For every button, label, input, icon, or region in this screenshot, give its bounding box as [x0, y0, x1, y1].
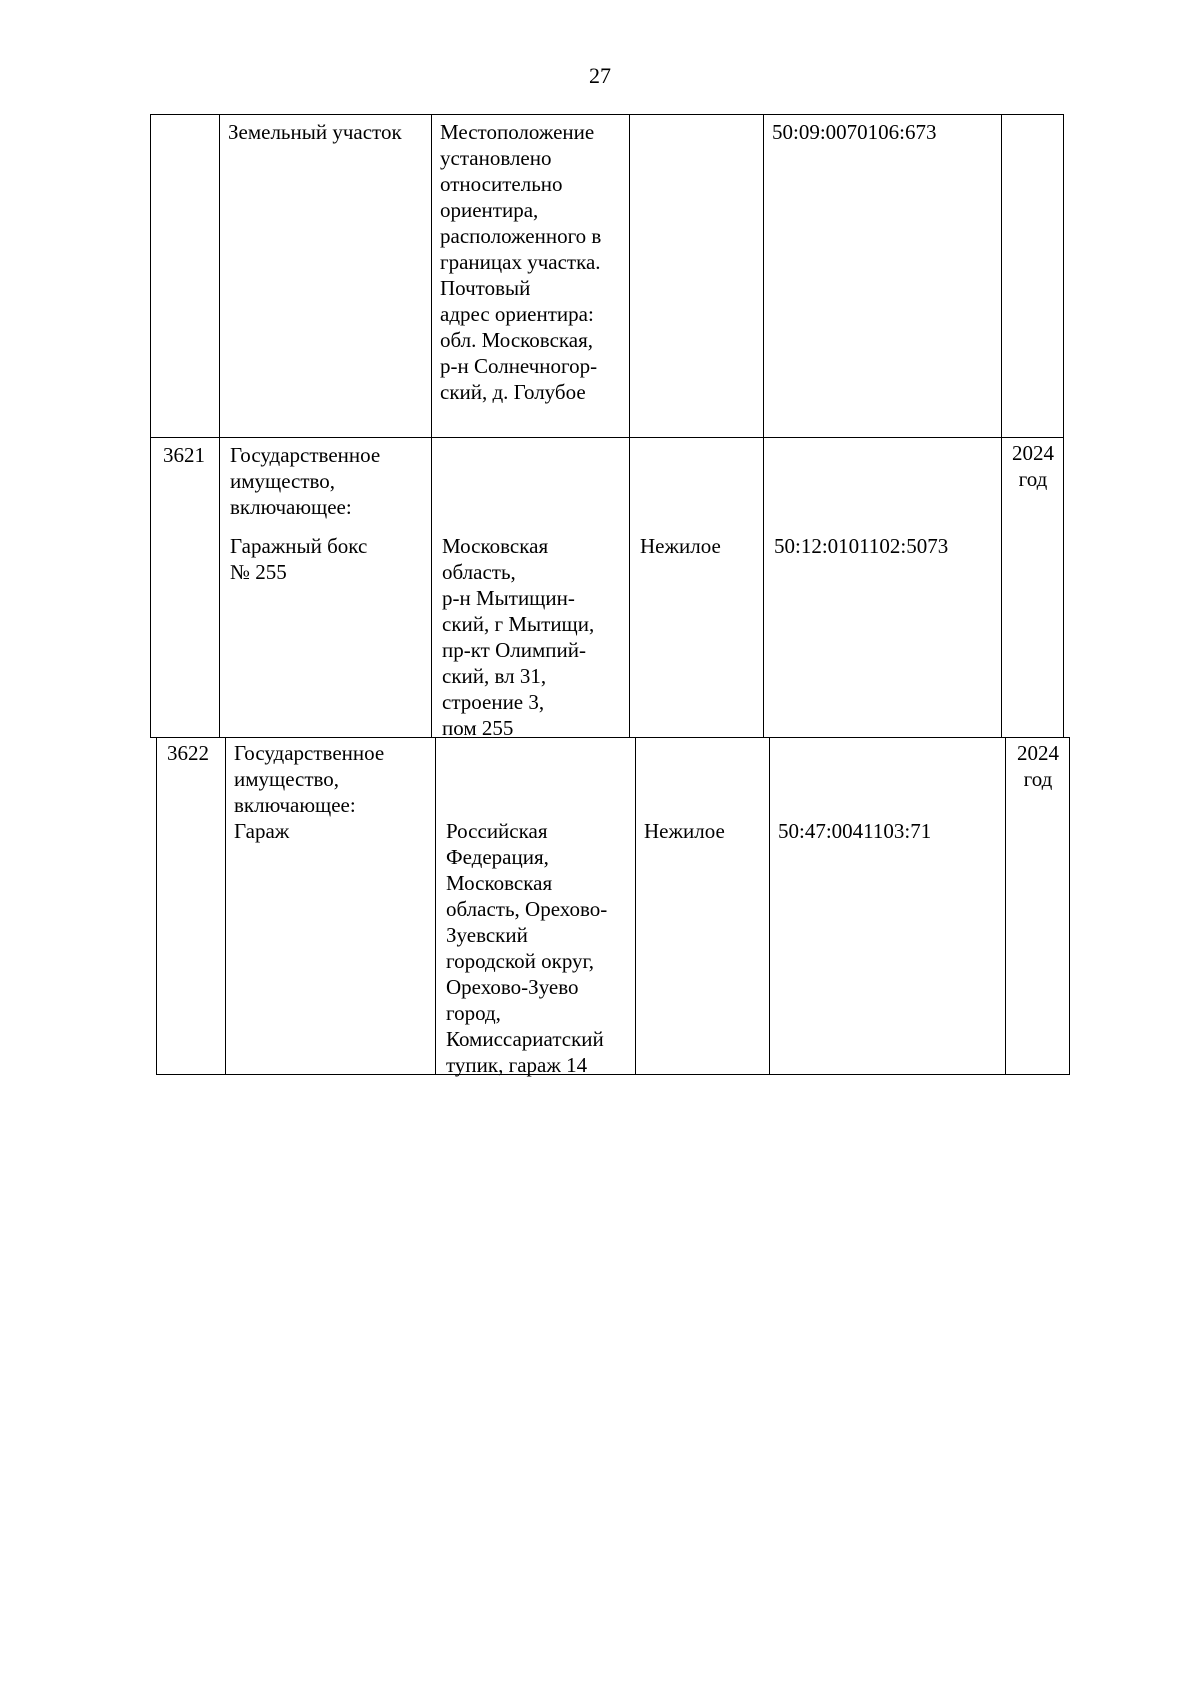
object-name: Земельный участок: [228, 120, 402, 144]
cadastral-number: 50:47:0041103:71: [778, 819, 932, 843]
object-address: Местоположение установлено относительно ориентира, расположенного в границах участка. Почтовый адрес ориентира: обл. Московская, р-н Солнечногор- ский, д. Голубое: [440, 120, 602, 404]
cell-year: [1001, 115, 1063, 437]
table-row: [150, 114, 1064, 437]
cell-year: [1001, 438, 1063, 737]
cadastral-number: 50:09:0070106:673: [772, 120, 937, 144]
object-purpose: Нежилое: [640, 534, 721, 558]
cell-name: [219, 438, 431, 737]
object-name: Государственное имущество, включающее:: [234, 741, 385, 817]
row-number: 3622: [167, 741, 209, 765]
table-row: [150, 437, 1064, 740]
row-number: 3621: [163, 443, 205, 467]
object-address: Российская Федерация, Московская область, Орехово- Зуевский городской округ, Орехово-Зуево город, Комиссариатский тупик, гараж 14: [446, 819, 608, 1077]
year: 2024 год: [1012, 441, 1054, 491]
cell-cadastral: [763, 115, 1001, 437]
object-address: Московская область, р-н Мытищин- ский, г Мытищи, пр-кт Олимпий- ский, вл 31, строение 3, пом 255: [442, 534, 595, 740]
cell-number: [157, 738, 225, 1074]
cell-number: [151, 438, 219, 737]
object-name: Государственное имущество, включающее:: [230, 443, 381, 519]
table-row: [156, 737, 1070, 1075]
cell-number: [151, 115, 219, 437]
cell-address: [435, 738, 635, 1077]
object-purpose: Нежилое: [644, 819, 725, 843]
cell-purpose: [635, 738, 769, 1074]
cell-name: [219, 115, 431, 437]
cell-purpose: [629, 115, 763, 437]
cell-year: [1005, 738, 1069, 1074]
cell-address: [431, 438, 629, 740]
object-subname: Гараж: [234, 819, 290, 843]
cell-name: [225, 738, 435, 1074]
cell-cadastral: [763, 438, 1001, 737]
cell-purpose: [629, 438, 763, 737]
year: 2024 год: [1017, 741, 1059, 791]
cadastral-number: 50:12:0101102:5073: [774, 534, 949, 558]
page-number: 27: [589, 63, 611, 88]
cell-cadastral: [769, 738, 1005, 1074]
cell-address: [431, 115, 629, 437]
object-subname: Гаражный бокс № 255: [230, 534, 368, 584]
row-divider: [150, 437, 1064, 438]
row-divider: [150, 737, 1070, 738]
